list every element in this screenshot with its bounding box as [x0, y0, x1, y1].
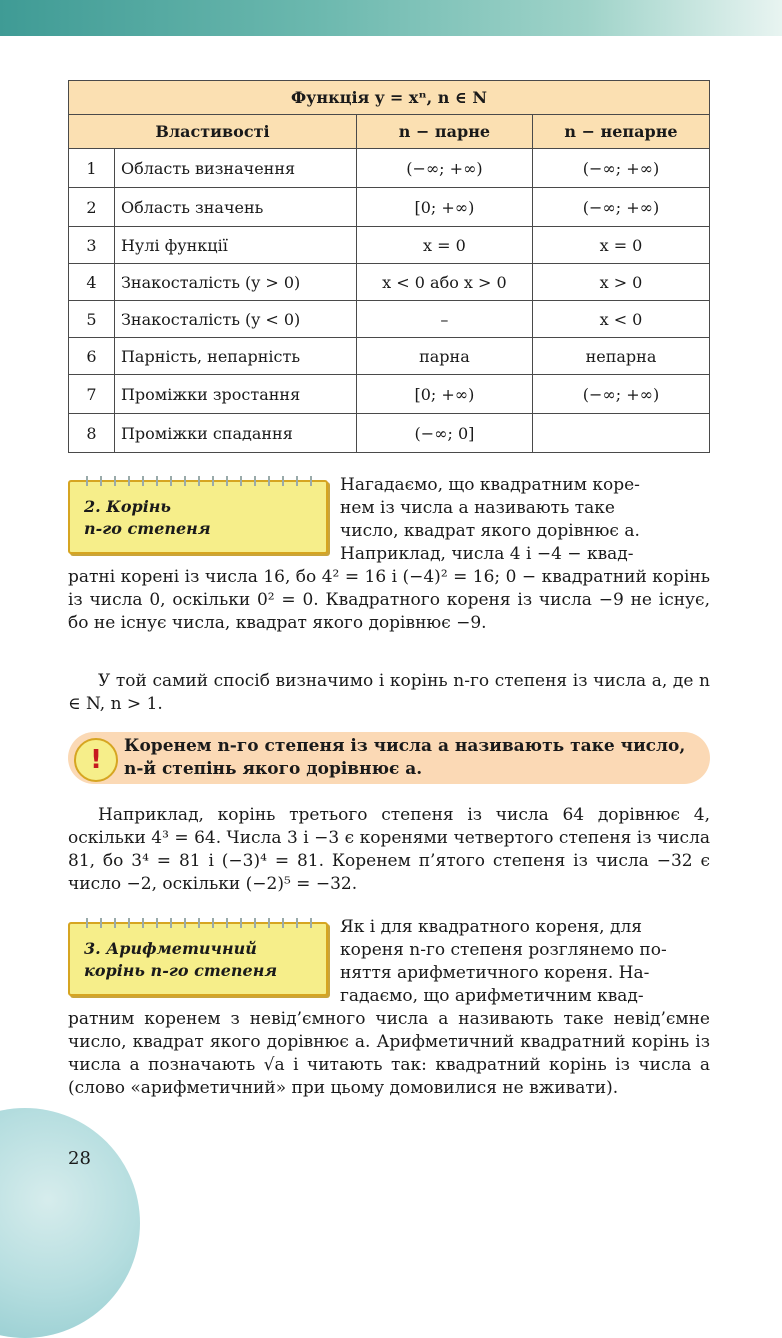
row-property: Знакосталість (y < 0)	[114, 301, 356, 338]
section-3-line2: кореня n-го степеня розглянемо по-	[340, 940, 667, 960]
section-2-intro-right	[340, 474, 710, 566]
row-even-value: x = 0	[356, 227, 532, 264]
function-properties-table	[68, 80, 710, 453]
header-odd: n − непарне	[532, 115, 709, 149]
exclamation-icon: !	[74, 738, 118, 782]
row-number: 5	[69, 301, 115, 338]
table-row	[69, 338, 710, 375]
section-2-paragraph-2: У той самий спосіб визначимо і корінь n-го степеня із числа a, де n ∈ N, n > 1.	[68, 671, 710, 714]
row-property: Нулі функції	[114, 227, 356, 264]
section-3-label-note	[68, 922, 328, 996]
table-row	[69, 264, 710, 301]
row-even-value: (−∞; 0]	[356, 414, 532, 453]
section-3-line4: гадаємо, що арифметичним квад-	[340, 986, 644, 1006]
row-odd-value: x > 0	[532, 264, 709, 301]
section-2-paragraph-rest: ратні корені із числа 16, бо 4² = 16 і (−4)² = 16; 0 − квадратний корінь із числа 0, оскільки 0² = 0. Квадратного кореня із числа −9 не існує, бо не існує числа, квадрат якого дорівнює −9.	[68, 567, 710, 633]
corner-decoration	[0, 1108, 140, 1338]
row-even-value: (−∞; +∞)	[356, 149, 532, 188]
row-property: Проміжки спадання	[114, 414, 356, 453]
row-odd-value: x = 0	[532, 227, 709, 264]
table-row	[69, 301, 710, 338]
row-property: Проміжки зростання	[114, 375, 356, 414]
row-even-value: парна	[356, 338, 532, 375]
row-odd-value: (−∞; +∞)	[532, 188, 709, 227]
section-2-line4: Наприклад, числа 4 і −4 − квад-	[340, 544, 634, 564]
example-paragraph: Наприклад, корінь третього степеня із числа 64 дорівнює 4, оскільки 4³ = 64. Числа 3 і −3 є коренями четвертого степеня із числа 81, бо 3⁴ = 81 і (−3)⁴ = 81. Коренем п’ятого степеня із числа −32 є число −2, оскільки (−2)⁵ = −32.	[68, 805, 710, 894]
table-row	[69, 414, 710, 453]
row-odd-value: (−∞; +∞)	[532, 375, 709, 414]
header-band	[0, 0, 782, 36]
row-property: Область визначення	[114, 149, 356, 188]
section-2-line1: Нагадаємо, що квадратним коре-	[340, 475, 640, 495]
header-even: n − парне	[356, 115, 532, 149]
section-3-title-line1: 3. Арифметичний	[84, 939, 257, 958]
row-number: 2	[69, 188, 115, 227]
section-2-title-line2: n-го степеня	[84, 519, 211, 538]
row-number: 4	[69, 264, 115, 301]
section-2-label-note	[68, 480, 328, 554]
row-even-value: [0; +∞)	[356, 375, 532, 414]
row-number: 3	[69, 227, 115, 264]
table-title: Функція y = xⁿ, n ∈ N	[69, 81, 710, 115]
row-even-value: x < 0 або x > 0	[356, 264, 532, 301]
section-2-title-line1: 2. Корінь	[84, 497, 171, 516]
section-3-intro-right	[340, 916, 710, 1008]
row-even-value: [0; +∞)	[356, 188, 532, 227]
section-3-title-line2: корінь n-го степеня	[84, 961, 278, 980]
row-even-value: –	[356, 301, 532, 338]
row-number: 8	[69, 414, 115, 453]
table-row	[69, 188, 710, 227]
section-2-line3: число, квадрат якого дорівнює a.	[340, 521, 640, 541]
definition-callout	[68, 732, 710, 784]
section-3-paragraph-rest: ратним коренем з невід’ємного числа a називають таке невід’ємне число, квадрат якого дорівнює a. Арифметичний квадратний корінь із числа a позначають √a і читають так: квадратний корінь із числа a (слово «арифметичний» при цьому домовилися не вживати).	[68, 1009, 710, 1098]
row-odd-value	[532, 414, 709, 453]
row-odd-value: непарна	[532, 338, 709, 375]
notepad-rings	[80, 918, 316, 928]
header-properties: Властивості	[69, 115, 357, 149]
section-3-line1: Як і для квадратного кореня, для	[340, 917, 642, 937]
section-3-line3: няття арифметичного кореня. На-	[340, 963, 650, 983]
row-number: 1	[69, 149, 115, 188]
definition-text: Коренем n-го степеня із числа a називають таке число, n-й степінь якого дорівнює a.	[124, 736, 686, 779]
row-property: Область значень	[114, 188, 356, 227]
section-2-line2: нем із числа a називають таке	[340, 498, 615, 518]
row-odd-value: x < 0	[532, 301, 709, 338]
table-row	[69, 149, 710, 188]
notepad-rings	[80, 476, 316, 486]
row-property: Знакосталість (y > 0)	[114, 264, 356, 301]
table-row	[69, 227, 710, 264]
page-number: 28	[68, 1148, 91, 1169]
row-number: 6	[69, 338, 115, 375]
table-row	[69, 375, 710, 414]
row-odd-value: (−∞; +∞)	[532, 149, 709, 188]
row-property: Парність, непарність	[114, 338, 356, 375]
row-number: 7	[69, 375, 115, 414]
